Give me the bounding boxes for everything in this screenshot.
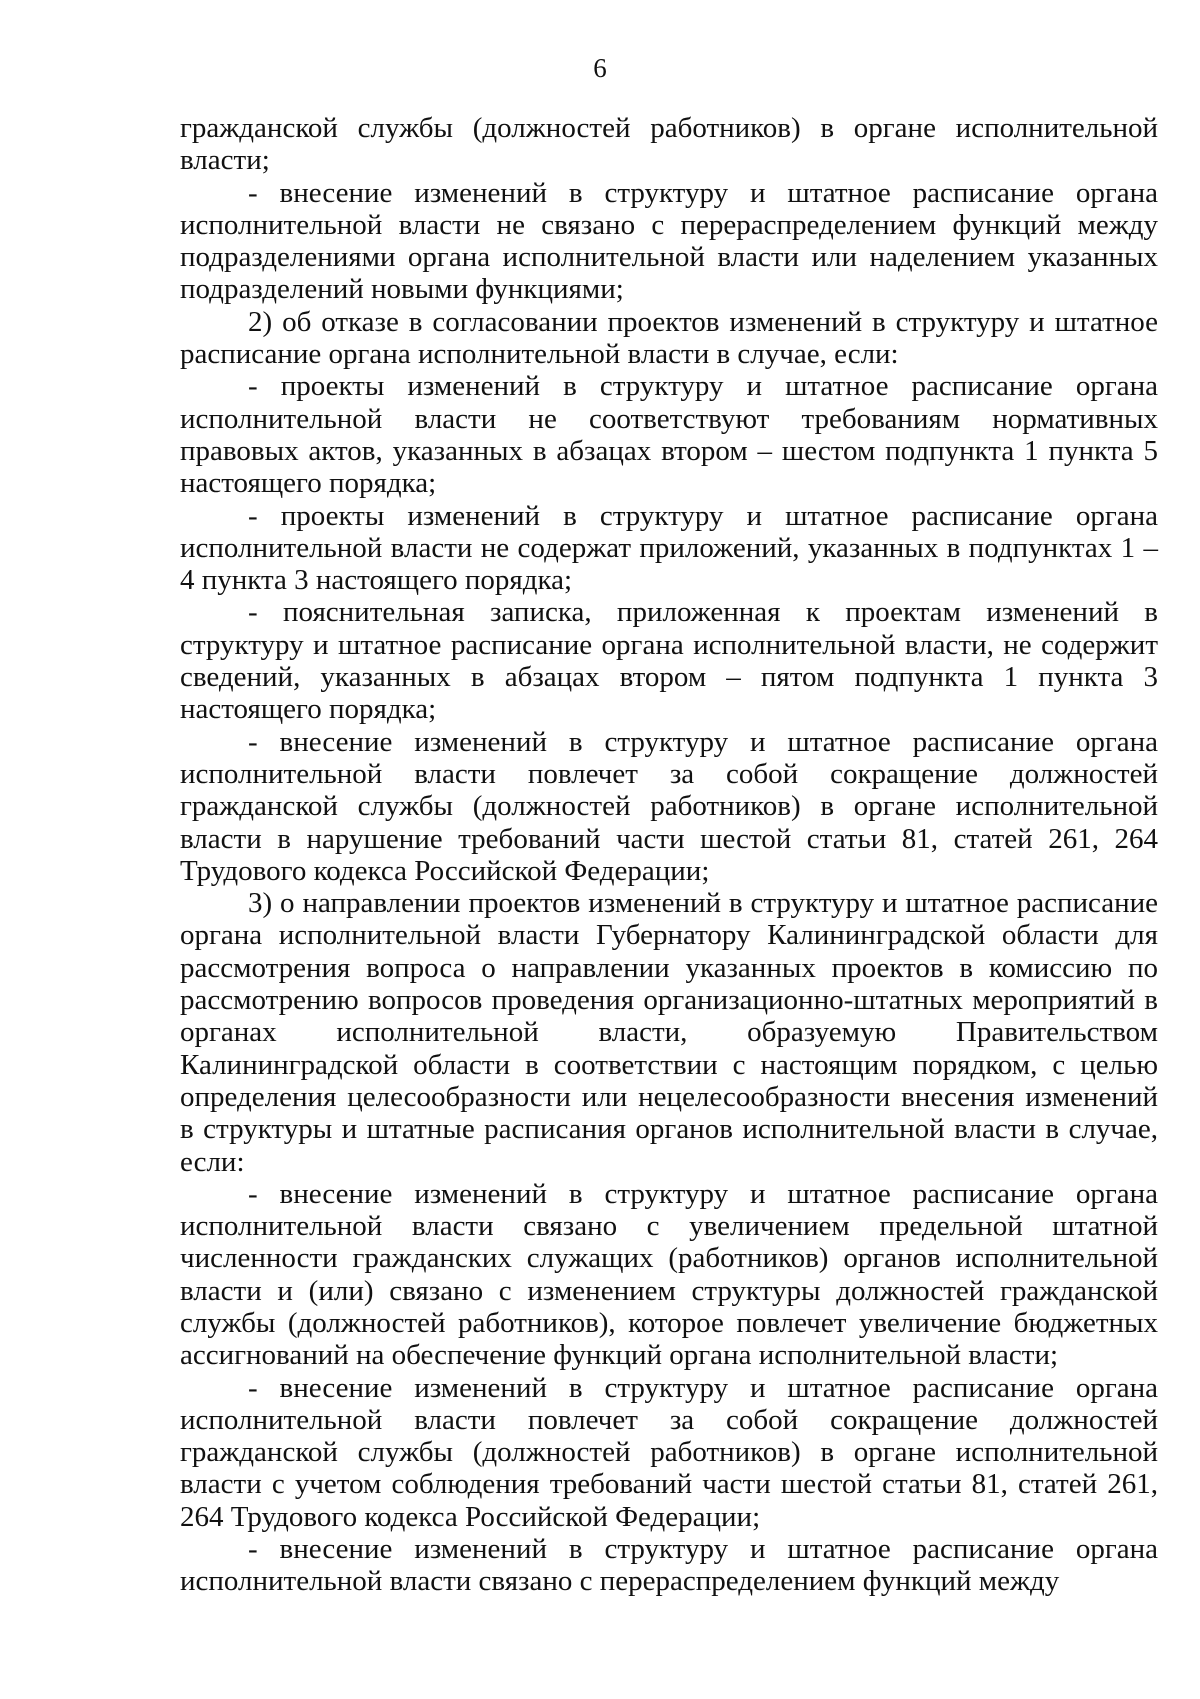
paragraph: - проекты изменений в структуру и штатное расписание органа исполнительной власти не соответствуют требованиям нормативных правовых актов, указанных в абзацах втором – шестом подпункта 1 пункта 5 настоящего порядка; [180,370,1158,500]
paragraph: - внесение изменений в структуру и штатное расписание органа исполнительной власти связано с увеличением предельной штатной численности гражданских служащих (работников) органов исполнительной власти и (или) связано с изменением структуры должностей гражданской службы (должностей работников), которое повлечет увеличение бюджетных ассигнований на обеспечение функций органа исполнительной власти; [180,1177,1158,1372]
paragraph: - проекты изменений в структуру и штатное расписание органа исполнительной власти не содержат приложений, указанных в подпунктах 1 – 4 пункта 3 настоящего порядка; [180,499,1158,597]
paragraph: 3) о направлении проектов изменений в структуру и штатное расписание органа исполнительной власти Губернатору Калининградской области для рассмотрения вопроса о направлении указанных проектов в комиссию по рассмотрению вопросов проведения организационно-штатных мероприятий в органах исполнительной власти, образуемую Правительством Калининградской области в соответствии с настоящим порядком, с целью определения целесообразности или нецелесообразности внесения изменений в структуры и штатные расписания органов исполнительной власти в случае, если: [180,887,1158,1178]
paragraph: 2) об отказе в согласовании проектов изменений в структуру и штатное расписание органа исполнительной власти в случае, если: [180,305,1158,371]
paragraph: гражданской службы (должностей работников) в органе исполнительной власти; [180,112,1158,177]
paragraph: - пояснительная записка, приложенная к проектам изменений в структуру и штатное расписание органа исполнительной власти, не содержит сведений, указанных в абзацах втором – пятом подпункта 1 пункта 3 настоящего порядка; [180,596,1158,726]
paragraph: - внесение изменений в структуру и штатное расписание органа исполнительной власти не связано с перераспределением функций между подразделениями органа исполнительной власти или наделением указанных подразделений новыми функциями; [180,176,1158,306]
document-body [180,112,1158,1598]
paragraph: - внесение изменений в структуру и штатное расписание органа исполнительной власти связано с перераспределением функций между [180,1533,1158,1598]
paragraph: - внесение изменений в структуру и штатное расписание органа исполнительной власти повлечет за собой сокращение должностей гражданской службы (должностей работников) в органе исполнительной власти в нарушение требований части шестой статьи 81, статей 261, 264 Трудового кодекса Российской Федерации; [180,725,1158,887]
page-number: 6 [593,53,607,83]
paragraph: - внесение изменений в структуру и штатное расписание органа исполнительной власти повлечет за собой сокращение должностей гражданской службы (должностей работников) в органе исполнительной власти с учетом соблюдения требований части шестой статьи 81, статей 261, 264 Трудового кодекса Российской Федерации; [180,1371,1158,1533]
